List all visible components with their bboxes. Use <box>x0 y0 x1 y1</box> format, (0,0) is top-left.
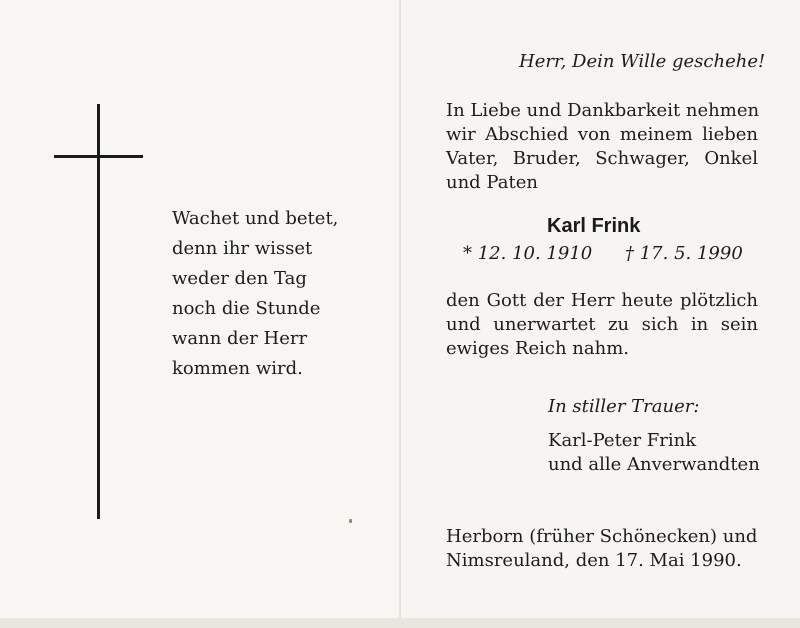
verse-line: weder den Tag <box>172 268 307 289</box>
cross-icon <box>97 104 100 519</box>
mourner-line: Karl-Peter Frink <box>548 430 697 451</box>
mourning-heading: In stiller Trauer: <box>548 396 700 417</box>
place-line: Herborn (früher Schönecken) und <box>446 526 758 547</box>
passing-line: ewiges Reich nahm. <box>446 338 630 359</box>
intro-line: wir Abschied von meinem lieben <box>446 124 758 145</box>
place-line: Nimsreuland, den 17. Mai 1990. <box>446 550 742 571</box>
left-page <box>0 0 399 628</box>
place-and-date <box>446 525 757 573</box>
intro-line: In Liebe und Dankbarkeit nehmen <box>446 100 760 121</box>
verse-line: wann der Herr <box>172 328 308 349</box>
bible-verse <box>172 204 338 384</box>
passing-paragraph <box>446 289 758 361</box>
death-date: † 17. 5. 1990 <box>625 243 743 264</box>
intro-line: und Paten <box>446 172 538 193</box>
verse-line: denn ihr wisset <box>172 238 313 259</box>
birth-date: * 12. 10. 1910 <box>463 243 593 264</box>
intro-paragraph <box>446 99 758 195</box>
bottom-edge <box>0 618 800 628</box>
mourner-line: und alle Anverwandten <box>548 454 760 475</box>
mourners-list <box>548 429 760 477</box>
deceased-name: Karl Frink <box>547 215 641 237</box>
passing-line: den Gott der Herr heute plötzlich <box>446 290 758 311</box>
cross-icon-bar <box>54 155 143 158</box>
intro-line: Vater, Bruder, Schwager, Onkel <box>446 148 758 169</box>
passing-line: und unerwartet zu sich in sein <box>446 314 758 335</box>
paper-speck <box>349 519 352 523</box>
verse-line: Wachet und betet, <box>172 208 339 229</box>
motto: Herr, Dein Wille geschehe! <box>519 51 766 72</box>
verse-line: noch die Stunde <box>172 298 321 319</box>
verse-line: kommen wird. <box>172 358 303 379</box>
